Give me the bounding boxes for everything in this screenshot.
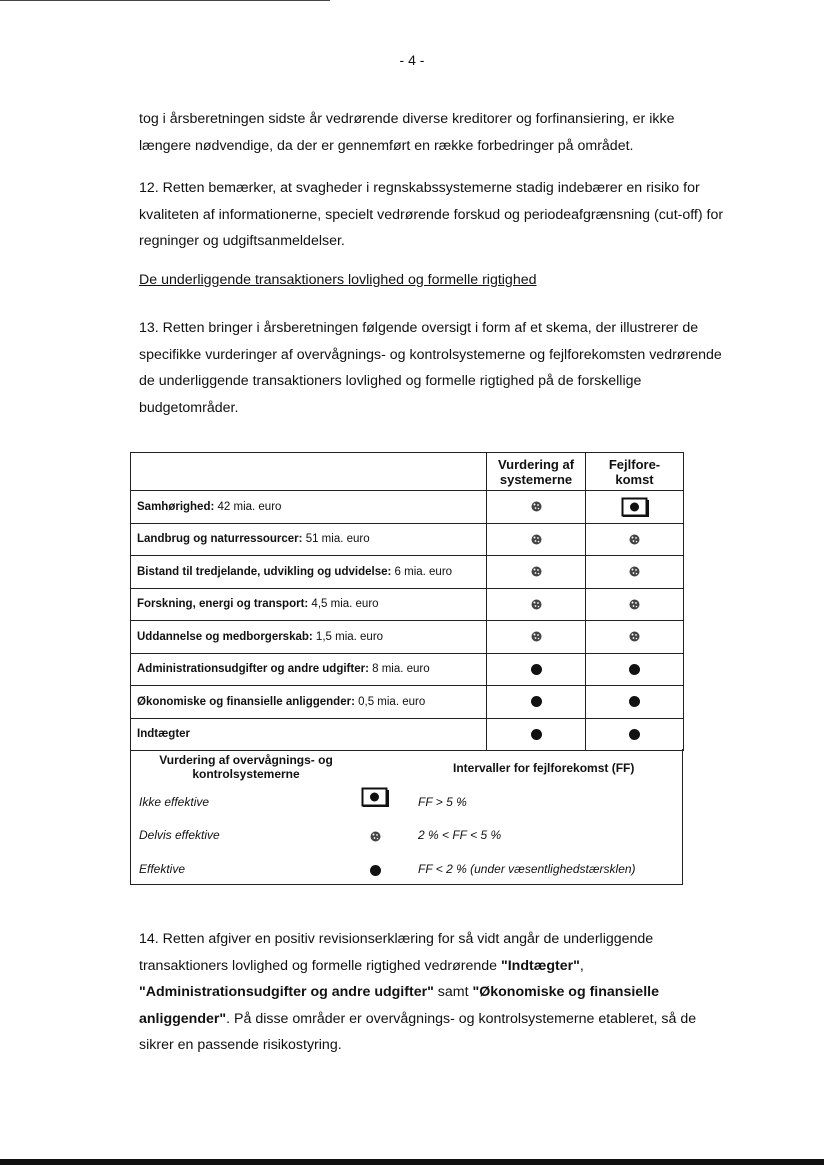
table-row: [131, 491, 684, 524]
table-row: [131, 523, 684, 556]
page-number: - 4 -: [399, 52, 425, 68]
row-label: [131, 491, 487, 524]
full-dot-icon: [629, 696, 640, 707]
row-label-bold: Administrationsudgifter og andre udgifter:: [137, 663, 369, 676]
legend-ff-2-to-5: 2 % < FF < 5 %: [418, 828, 502, 842]
row-label-amount: 1,5 mia. euro: [312, 630, 384, 643]
row-label-bold: Forskning, energi og transport:: [137, 598, 309, 611]
box-dot-icon: [621, 497, 649, 517]
row-fejl-symbol: [586, 491, 684, 524]
bottom-rule: [0, 1159, 824, 1165]
full-dot-icon: [531, 729, 542, 740]
row-label-bold: Økonomiske og finansielle anliggender:: [137, 695, 355, 708]
partial-dot-icon: [629, 599, 640, 610]
header-empty-cell: [131, 453, 487, 491]
table-row: [131, 588, 684, 621]
table-row: [131, 556, 684, 589]
p14-bold-okonomiske: "Økonomiske og finansielle anliggender": [139, 984, 659, 1027]
paragraph-12: 12. Retten bemærker, at svagheder i regnskabssystemerne stadig indebærer en risiko for kvaliteten af informationerne, specielt vedrørende forskud og periodeafgrænsning (cut-off) for regninger og udgiftsanmeldelser.: [139, 180, 724, 249]
top-rule: [0, 0, 330, 1]
row-label-bold: Indtægter: [137, 728, 191, 741]
partial-dot-icon: [531, 534, 542, 545]
row-label-bold: Uddannelse og medborgerskab:: [137, 630, 313, 643]
legend-symbol-box: [359, 787, 391, 807]
row-vurdering-symbol: [487, 588, 586, 621]
partial-dot-icon: [531, 501, 542, 512]
full-dot-icon: [370, 865, 381, 876]
row-label: [131, 588, 487, 621]
legend-symbol-partial: [359, 829, 391, 843]
partial-dot-icon: [629, 631, 640, 642]
row-label-bold: Samhørighed:: [137, 500, 215, 513]
table-row: [131, 686, 684, 719]
box-dot-icon: [361, 787, 389, 807]
row-label: [131, 523, 487, 556]
row-fejl-symbol: [586, 588, 684, 621]
row-label: [131, 653, 487, 686]
row-label: [131, 621, 487, 654]
p14-bold-administration: "Administrationsudgifter og andre udgifter": [139, 984, 434, 1000]
row-fejl-symbol: [586, 653, 684, 686]
row-fejl-symbol: [586, 686, 684, 719]
legend-label-effektive: Effektive: [139, 862, 186, 876]
p14-text-c: ,: [579, 957, 584, 974]
row-vurdering-symbol: [487, 653, 586, 686]
header-fejlforekomst: Fejlfore- komst: [586, 453, 684, 491]
row-label-amount: 8 mia. euro: [368, 663, 430, 676]
paragraph-continuation: tog i årsberetningen sidste år vedrørende diverse kreditorer og forfinansiering, er ikke længere nødvendige, da der er gennemført en række forbedringer på området.: [139, 111, 675, 154]
row-fejl-symbol: [586, 718, 684, 751]
table-header-row: [131, 453, 684, 491]
full-dot-icon: [531, 696, 542, 707]
legend-ff-over-5: FF > 5 %: [418, 795, 467, 809]
row-label-bold: Bistand til tredjelande, udvikling og udvidelse:: [137, 565, 392, 578]
row-label-amount: 6 mia. euro: [391, 565, 453, 578]
partial-dot-icon: [531, 631, 542, 642]
row-fejl-symbol: [586, 523, 684, 556]
row-fejl-symbol: [586, 556, 684, 589]
partial-dot-icon: [629, 566, 640, 577]
legend-ff-under-2: FF < 2 % (under væsentlighedstærsklen): [418, 862, 636, 876]
legend-ff-title: Intervaller for fejlforekomst (FF): [453, 761, 635, 775]
paragraph-14: [139, 926, 724, 1059]
row-label-amount: 0,5 mia. euro: [354, 695, 426, 708]
row-label-amount: 42 mia. euro: [214, 500, 282, 513]
row-vurdering-symbol: [487, 621, 586, 654]
paragraph-13: 13. Retten bringer i årsberetningen følgende oversigt i form af et skema, der illustrerer de specifikke vurderinger af overvågnings- og kontrolsystemerne og fejlforekomsten vedrørende de underliggende transaktioners lovlighed og formelle rigtighed på de forskellige budgetområder.: [139, 320, 722, 416]
partial-dot-icon: [531, 566, 542, 577]
full-dot-icon: [629, 729, 640, 740]
legend-label-delvis-effektive: Delvis effektive: [139, 828, 220, 842]
legend-title: Vurdering af overvågnings- og kontrolsystemerne: [159, 753, 333, 781]
header-vurdering: Vurdering af systemerne: [487, 453, 586, 491]
row-vurdering-symbol: [487, 556, 586, 589]
row-label: [131, 718, 487, 751]
full-dot-icon: [531, 664, 542, 675]
legend: [130, 749, 683, 885]
partial-dot-icon: [370, 831, 381, 842]
full-dot-icon: [629, 664, 640, 675]
section-heading: De underliggende transaktioners lovlighed og formelle rigtighed: [139, 272, 537, 288]
row-label-bold: Landbrug og naturressourcer:: [137, 533, 303, 546]
p14-bold-indtaegter: "Indtægter": [500, 957, 580, 974]
table-row: [131, 718, 684, 751]
partial-dot-icon: [531, 599, 542, 610]
table-row: [131, 621, 684, 654]
p14-text-e: samt: [433, 984, 473, 1000]
row-fejl-symbol: [586, 621, 684, 654]
row-label: [131, 686, 487, 719]
row-vurdering-symbol: [487, 686, 586, 719]
row-label-amount: 4,5 mia. euro: [308, 598, 379, 611]
row-label-amount: 51 mia. euro: [302, 533, 370, 546]
partial-dot-icon: [629, 534, 640, 545]
p14-text-g: . På disse områder er overvågnings- og kontrolsystemerne etableret, så de sikrer en passende risikostyring.: [139, 1010, 697, 1053]
row-label: [131, 556, 487, 589]
row-vurdering-symbol: [487, 718, 586, 751]
row-vurdering-symbol: [487, 523, 586, 556]
legend-label-ikke-effektive: Ikke effektive: [139, 795, 210, 809]
row-vurdering-symbol: [487, 491, 586, 524]
legend-symbol-full: [359, 863, 391, 877]
assessment-table: [130, 452, 684, 751]
table-row: [131, 653, 684, 686]
p14-text-a: 14. Retten afgiver en positiv revisionserklæring for så vidt angår de underliggende transaktioners lovlighed og formelle rigtighed vedrørende: [139, 931, 654, 974]
